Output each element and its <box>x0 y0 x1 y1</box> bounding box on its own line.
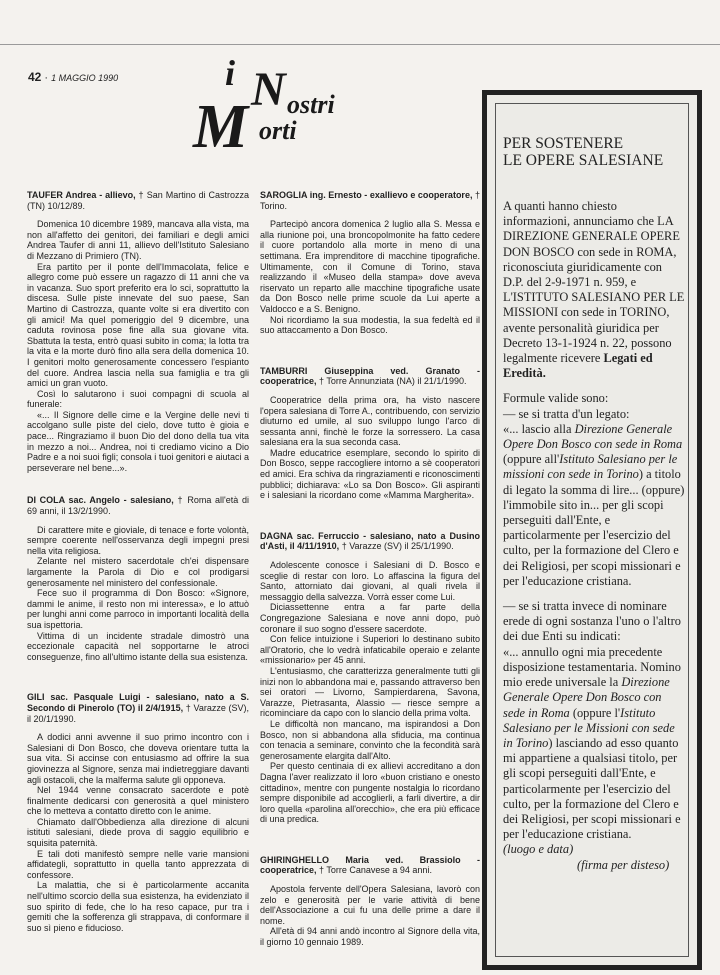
obituary-column-1 <box>27 190 249 933</box>
obituary-paragraph: Le difficoltà non mancano, ma ispirandosi a Don Bosco, non si abbandona alla sfiducia, ma continua con tenacia a seminare, convinto che la fecondità sarà generosamente elargita dall'Alto. <box>260 718 480 761</box>
box-title: PER SOSTENERE LE OPERE SALESIANE <box>503 135 664 169</box>
obituary-heading: TAUFER Andrea - allievo, † San Martino di Castrozza (TN) 10/12/89. <box>27 190 249 211</box>
obituary-paragraph: Fece suo il programma di Don Bosco: «Signore, dammi le anime, il resto non mi interessa», e lo attuò per lunghi anni come parroco in importanti località della sua ispettoria. <box>27 588 249 630</box>
logo-n: N <box>251 63 286 116</box>
obituary-paragraph: Adolescente conosce i Salesiani di D. Bosco e sceglie di restar con loro. Lo affascina la figura del Santo, attorniato dai giovani, al quali rivela il messaggio della salvezza. Vorrà esser come Lui. <box>260 560 480 602</box>
box-body <box>503 199 685 873</box>
page-number: 42 <box>28 70 42 84</box>
obituary-paragraph: Noi ricordiamo la sua modestia, la sua fedeltà ed il suo attaccamento a Don Bosco. <box>260 314 480 336</box>
obituary-heading: GHIRINGHELLO Maria ved. Brassiolo - cooperatrice, † Torre Canavese a 94 anni. <box>260 854 480 876</box>
section-logo <box>175 52 385 162</box>
logo-i: i <box>225 53 236 93</box>
obituary-paragraph: Vittima di un incidente stradale dimostrò una eccezionale capacità nel sopportarne le atroci conseguenze, fino all'ultimo istante della sua esistenza. <box>27 630 249 662</box>
obituary-paragraph: Domenica 10 dicembre 1989, mancava alla vista, ma non all'affetto dei genitori, dei familiari e degli amici Andrea Taufer di anni 11, allievo dell'Istituto Salesiano di Mezzano di Primiero (TN). <box>27 219 249 261</box>
obituary-paragraph: La malattia, che si è particolarmente accanita nell'ultimo scorcio della sua esistenza, ha evidenziato il suo spirito di fede, che lo ha reso capace, pur tra i gemiti che la sofferenza gli strappava, di conformare il suo sì pieno e fiducioso. <box>27 880 249 933</box>
box-signature: (firma per disteso) <box>577 857 670 872</box>
obituary-paragraph: Così lo salutarono i suoi compagni di scuola al funerale: <box>27 388 249 410</box>
obituary-paragraph: Nel 1944 venne consacrato sacerdote e potè finalmente dedicarsi con generosità a quel ministero che lo metteva a contatto diretto con le anime. <box>27 785 249 817</box>
obituary-paragraph: Era partito per il ponte dell'Immacolata, felice e allegro come può essere un ragazzo di 11 anni che va in vacanza. Suo sport preferito era lo sci, soprattutto la discesa. Sulle piste innevate del suo paese, San Martino di Castrozza, quante volte si era divertito con gli amici! Ma quel pomeriggio del 9 dicembre, una caduta rovinosa pose fine alla sua giovane vita. Sbattuta la testa, entrò quasi subito in coma; la lotta tra la vita e la morte durò fino alla sera della domenica 10. I genitori molto generosamente concessero l'espianto del cuore. Andrea lascia nella sua famiglia e tra gli amici un gran vuoto. <box>27 261 249 389</box>
obituary-paragraph: Per questo centinaia di ex allievi accreditano a don Dagna l'aver realizzato il loro «buon cristiano e onesto cittadino», mentre con pungente nostalgia lo ricordano sempre disponibile ad accoglierli, a farli divertire, a dir loro quella «parolina all'orecchio», che era più efficace di una predica. <box>260 761 480 825</box>
logo-ostri: ostri <box>287 90 335 119</box>
obituary-paragraph: Madre educatrice esemplare, secondo lo spirito di Don Bosco, seppe raccogliere intorno a sè cooperatori ed amici. Era schiva da ringraziamenti e riconoscimenti pubblici; dichiarava: «Lo sa Don Bosco». Gli aspiranti e i salesiani la ricordano come «Mamma Margherita». <box>260 447 480 501</box>
box-formule: Formule valide sono: <box>503 391 609 406</box>
obituary-paragraph: Con felice intuizione i Superiori lo destinano subito all'Oratorio, che lo vedrà infaticabile operaio e zelante «missionario» per 45 anni. <box>260 634 480 666</box>
box-erede-text: «... annullo ogni mia precedente disposizione testamentaria. Nomino mio erede universale la Direzione Generale Opere Don Bosco con sede in Roma (oppure l'Istituto Salesiano per le Missioni con sede in Torino) lasciando ad esso quanto mi appartiene a qualsiasi titolo, per gli scopi perseguiti dall'Ente, e particolarmente per l'esercizio del culto, per la formazione del Clero e dei Religiosi, per scopi missionari e per l'educazione cristiana. <box>503 644 681 842</box>
box-erede-intro: — se si tratta invece di nominare erede di ogni sostanza l'uno o l'altro dei due Enti su indicati: <box>503 599 681 644</box>
obituary-paragraph: «... Il Signore delle cime e la Vergine delle nevi ti accolgano sulle piste del cielo, dove tutto è gioia e pace... Ringraziamo il buon Dio del dono della tua vita in mezzo a noi... Andrea, noi ti crediamo vicino a Dio Padre e a noi suoi figli; consola i tuoi genitori e aiutaci a perseverare nel bene...». <box>27 409 249 473</box>
box-legato-text: «... lascio alla Direzione Generale Opere Don Bosco con sede in Roma (oppure all'Istituto Salesiano per le missioni con sede in Torino) a titolo di legato la somma di lire... (oppure) l'immobile sito in... per gli scopi perseguiti dall'Ente, e particolarmente per l'esercizio del culto, per la formazione del Clero e dei Religiosi, per scopi missionari e per l'educazione cristiana. <box>503 421 685 588</box>
obituary-paragraph: A dodici anni avvenne il suo primo incontro con i Salesiani di Don Bosco, che doveva orientare tutta la sua vita. Si accinse con entusiasmo ad offrire la sua giovinezza al Signore, senza mai indietreggiare davanti agli ostacoli, che la malferma salute gli opponeva. <box>27 732 249 785</box>
obituary-paragraph: Chiamato dall'Obbedienza alla direzione di alcuni istituti salesiani, diede prova di saggio equilibrio e squisita paternità. <box>27 816 249 849</box>
obituary-heading: SAROGLIA ing. Ernesto - exallievo e cooperatore, † Torino. <box>260 190 480 211</box>
obituary-heading: DI COLA sac. Angelo - salesiano, † Roma all'età di 69 anni, il 13/2/1990. <box>27 495 249 517</box>
obituary-paragraph: Cooperatrice della prima ora, ha visto nascere l'opera salesiana di Torre A., contribuendo, con servizio diuturno ed umile, al suo sviluppo lungo l'arco di sessanta anni, finchè le forze la sorressero. La casa salesiana era la sua seconda casa. <box>260 394 480 448</box>
obituary-paragraph: All'età di 94 anni andò incontro al Signore della vita, il giorno 10 gennaio 1989. <box>260 926 480 948</box>
obituary-heading: GILI sac. Pasquale Luigi - salesiano, nato a S. Secondo di Pinerolo (TO) il 2/4/1915, † Varazze (SV), il 20/1/1990. <box>27 692 249 724</box>
logo-orti: orti <box>259 116 297 145</box>
obituary-heading: DAGNA sac. Ferruccio - salesiano, nato a Dusino d'Asti, il 4/11/1910, † Varazze (SV) il 25/1/1990. <box>260 530 480 552</box>
box-intro: A quanti hanno chiesto informazioni, annunciamo che LA DIREZIONE GENERALE OPERE DON BOSCO con sede in ROMA, riconosciuta giuridicamente con D.P. del 2-9-1971 n. 959, e L'ISTITUTO SALESIANO PER LE MISSIONI con sede in TORINO, avente personalità giuridica per Decreto 13-1-1924 n. 22, possono legalmente ricevere Legati ed Eredità. <box>503 199 685 381</box>
obituary-paragraph: Diciassettenne entra a far parte della Congregazione Salesiana e nove anni dopo, può coronare il suo sogno d'essere sacerdote. <box>260 602 480 634</box>
obituary-paragraph: Partecipò ancora domenica 2 luglio alla S. Messa e alla riunione poi, una broncopolmonite ha fatto cedere il cuore portandolo alla morte in meno di una settimana. Era imprenditore di macchine tipografiche. Ultimamente, con il Comune di Torino, stava realizzando il «Museo della stampa» dove aveva riservato un reparto alle macchine tipografiche usate da Don Bosco nelle prime scuole da Lui aperte a Valdocco e a S. Benigno. <box>260 219 480 314</box>
legacy-info-box <box>482 90 702 970</box>
obituary-paragraph: L'entusiasmo, che caratterizza generalmente tutti gli inizi non lo abbandona mai e, passando attraverso ben sei oratori — Livorno, Sampierdarena, Savona, Varazze, Pietrasanta, Alassio — riesce sempre a ricominciare da capo con lo slancio della prima volta. <box>260 665 480 719</box>
box-place-date: (luogo e data) <box>503 842 574 857</box>
page-header: 42 · 1 MAGGIO 1990 <box>28 70 119 84</box>
box-legato-intro: — se si tratta d'un legato: <box>503 406 630 421</box>
obituary-heading: TAMBURRI Giuseppina ved. Granato - cooperatrice, † Torre Annunziata (NA) il 21/1/1990. <box>260 365 480 387</box>
obituary-paragraph: Apostola fervente dell'Opera Salesiana, lavorò con zelo e generosità per le varie attività di bene dell'Associazione a cui fu una delle prime a dare il nome. <box>260 884 480 926</box>
top-rule <box>0 44 720 45</box>
logo-m: M <box>193 93 249 161</box>
obituary-column-2 <box>260 190 480 948</box>
issue-date: 1 MAGGIO 1990 <box>51 73 119 83</box>
obituary-paragraph: Di carattere mite e gioviale, di tenace e forte volontà, sempre coerente nell'osservanza degli impegni presi nella vita religiosa. <box>27 524 249 556</box>
obituary-paragraph: Zelante nel mistero sacerdotale ch'ei dispensare largamente la Parola di Dio e col prodigarsi generosamente nel ministero del confessionale. <box>27 556 249 588</box>
obituary-paragraph: E tali doti manifestò sempre nelle varie mansioni affidategli, soprattutto in quella tanto apprezzata di confessore. <box>27 848 249 880</box>
